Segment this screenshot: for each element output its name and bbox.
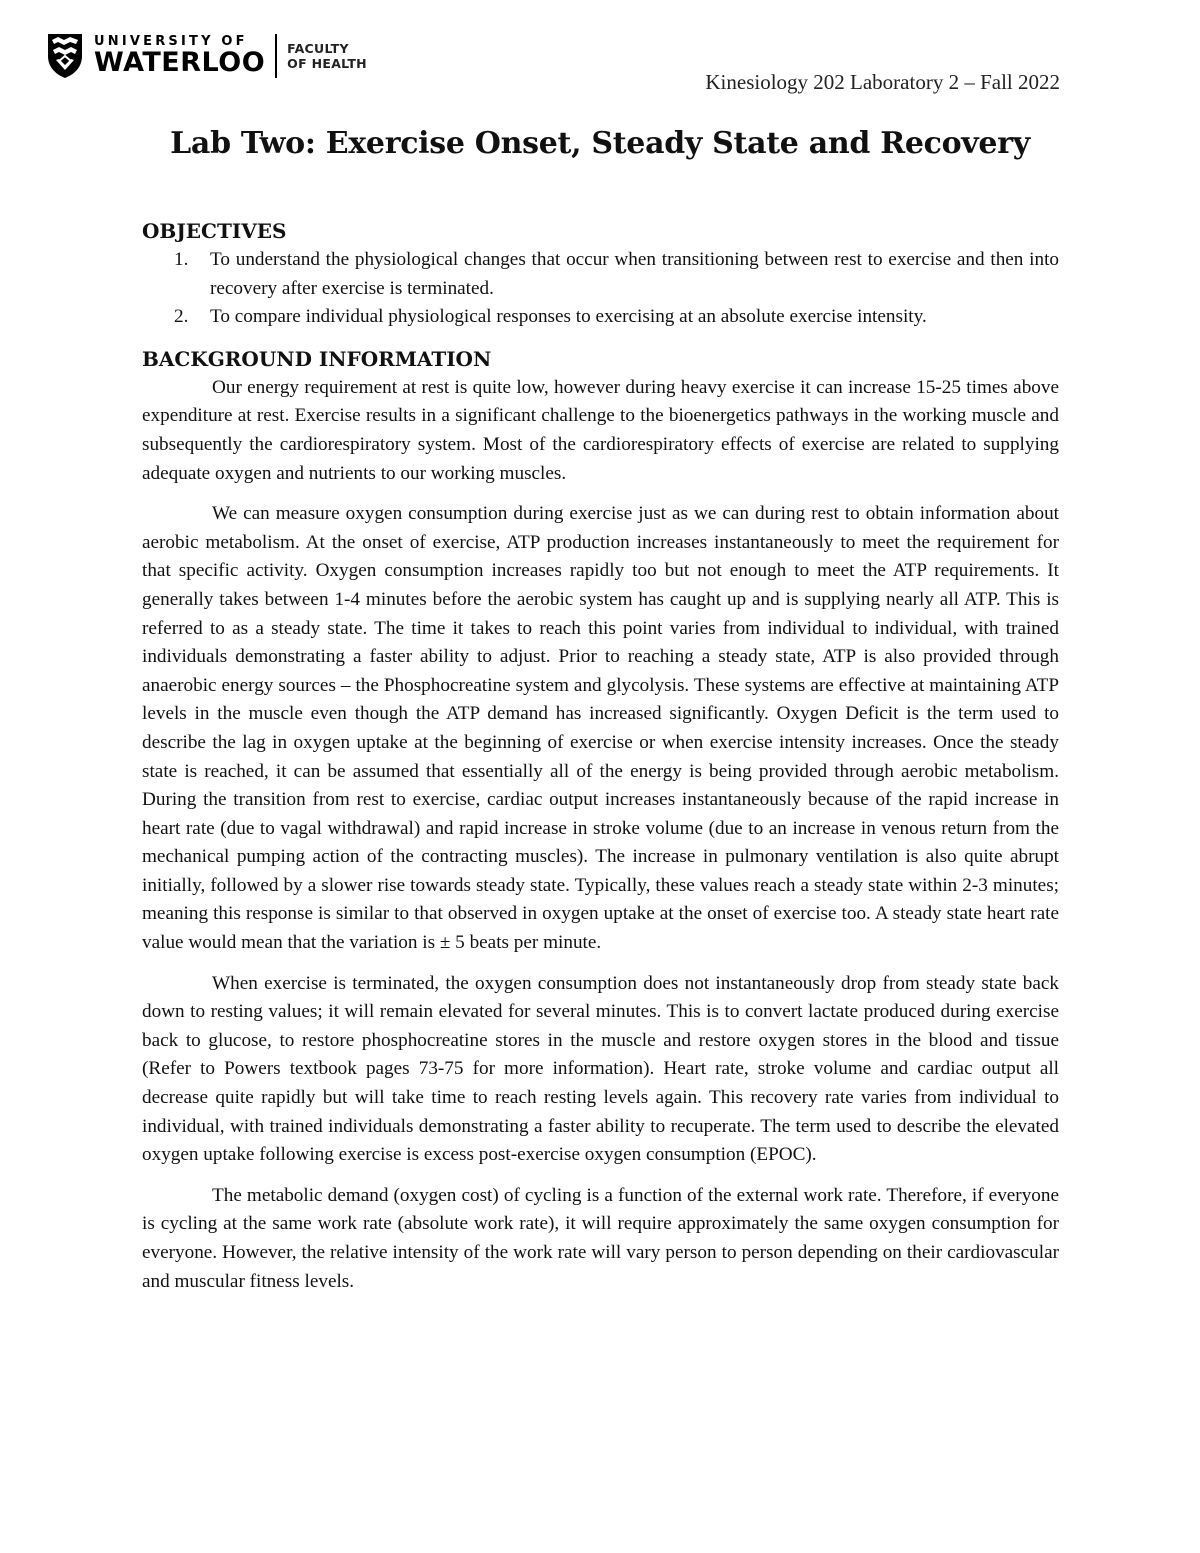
course-info: Kinesiology 202 Laboratory 2 – Fall 2022 [705,70,1060,94]
logo-divider [275,34,277,78]
paragraph: When exercise is terminated, the oxygen consumption does not instantaneously drop from steady state back down to resting values; it will remain elevated for several minutes. This is to convert lactate produced during exercise back to glucose, to restore phosphocreatine stores in the muscle and restore oxygen stores in the blood and tissue (Refer to Powers textbook pages 73-75 for more information). Heart rate, stroke volume and cardiac output all decrease quite rapidly but will take time to reach resting levels again. This recovery rate varies from individual to individual, with trained individuals demonstrating a faster ability to recuperate. The term used to describe the elevated oxygen uptake following exercise is excess post-exercise oxygen consumption (EPOC). [142,972,1059,1166]
paragraph: The metabolic demand (oxygen cost) of cycling is a function of the external work rate. Therefore, if everyone is cycling at the same work rate (absolute work rate), it will require approximately the same oxygen consumption for everyone. However, the relative intensity of the work rate will vary person to person depending on their cardiovascular and muscular fitness levels. [142,1184,1059,1292]
document-title: Lab Two: Exercise Onset, Steady State and Recovery [170,126,1030,161]
list-item-number: 1. [174,249,189,270]
objectives-list [142,246,1059,332]
faculty-name-line1: FACULTY [287,41,349,56]
faculty-name-line2: OF HEALTH [287,56,367,71]
paragraph: Our energy requirement at rest is quite low, however during heavy exercise it can increase 15-25 times above expenditure at rest. Exercise results in a significant challenge to the bioenergetics pathways in the working muscle and subsequently the cardiorespiratory system. Most of the cardiorespiratory effects of exercise are related to supplying adequate oxygen and nutrients to our working muscles. [142,376,1059,484]
university-name-line2: WATERLOO [94,47,266,78]
faculty-name [287,41,367,71]
shield-crest-icon [46,32,84,80]
list-item [142,246,1059,303]
university-logo [46,32,367,80]
background-heading: BACKGROUND INFORMATION [142,346,492,371]
list-item-text: To compare individual physiological responses to exercising at an absolute exercise intensity. [210,306,927,328]
list-item-text: To understand the physiological changes that occur when transitioning between rest to exercise and then into recovery after exercise is terminated. [210,249,1059,299]
university-name-line1: UNIVERSITY OF [94,34,248,49]
list-item [142,303,1059,332]
paragraph: We can measure oxygen consumption during exercise just as we can during rest to obtain information about aerobic metabolism. At the onset of exercise, ATP production increases instantaneously to meet the requirement for that specific activity. Oxygen consumption increases rapidly too but not enough to meet the ATP requirements. It generally takes between 1-4 minutes before the aerobic system has caught up and is supplying nearly all ATP. This is referred to as a steady state. The time it takes to reach this point varies from individual to individual, with trained individuals demonstrating a faster ability to adjust. Prior to reaching a steady state, ATP is also provided through anaerobic energy sources – the Phosphocreatine system and glycolysis. These systems are effective at maintaining ATP levels in the muscle even though the ATP demand has increased significantly. Oxygen Deficit is the term used to describe the lag in oxygen uptake at the beginning of exercise or when exercise intensity increases. Once the steady state is reached, it can be assumed that essentially all of the energy is being provided through aerobic metabolism. During the transition from rest to exercise, cardiac output increases instantaneously because of the rapid increase in heart rate (due to vagal withdrawal) and rapid increase in stroke volume (due to an increase in venous return from the mechanical pumping action of the contracting muscles). The increase in pulmonary ventilation is also quite abrupt initially, followed by a slower rise towards steady state. Typically, these values reach a steady state within 2-3 minutes; meaning this response is similar to that observed in oxygen uptake at the onset of exercise too. A steady state heart rate value would mean that the variation is ± 5 beats per minute. [142,503,1059,954]
objectives-heading: OBJECTIVES [142,219,287,243]
document-body [142,216,1059,1308]
list-item-number: 2. [174,306,189,328]
university-name [94,35,265,77]
